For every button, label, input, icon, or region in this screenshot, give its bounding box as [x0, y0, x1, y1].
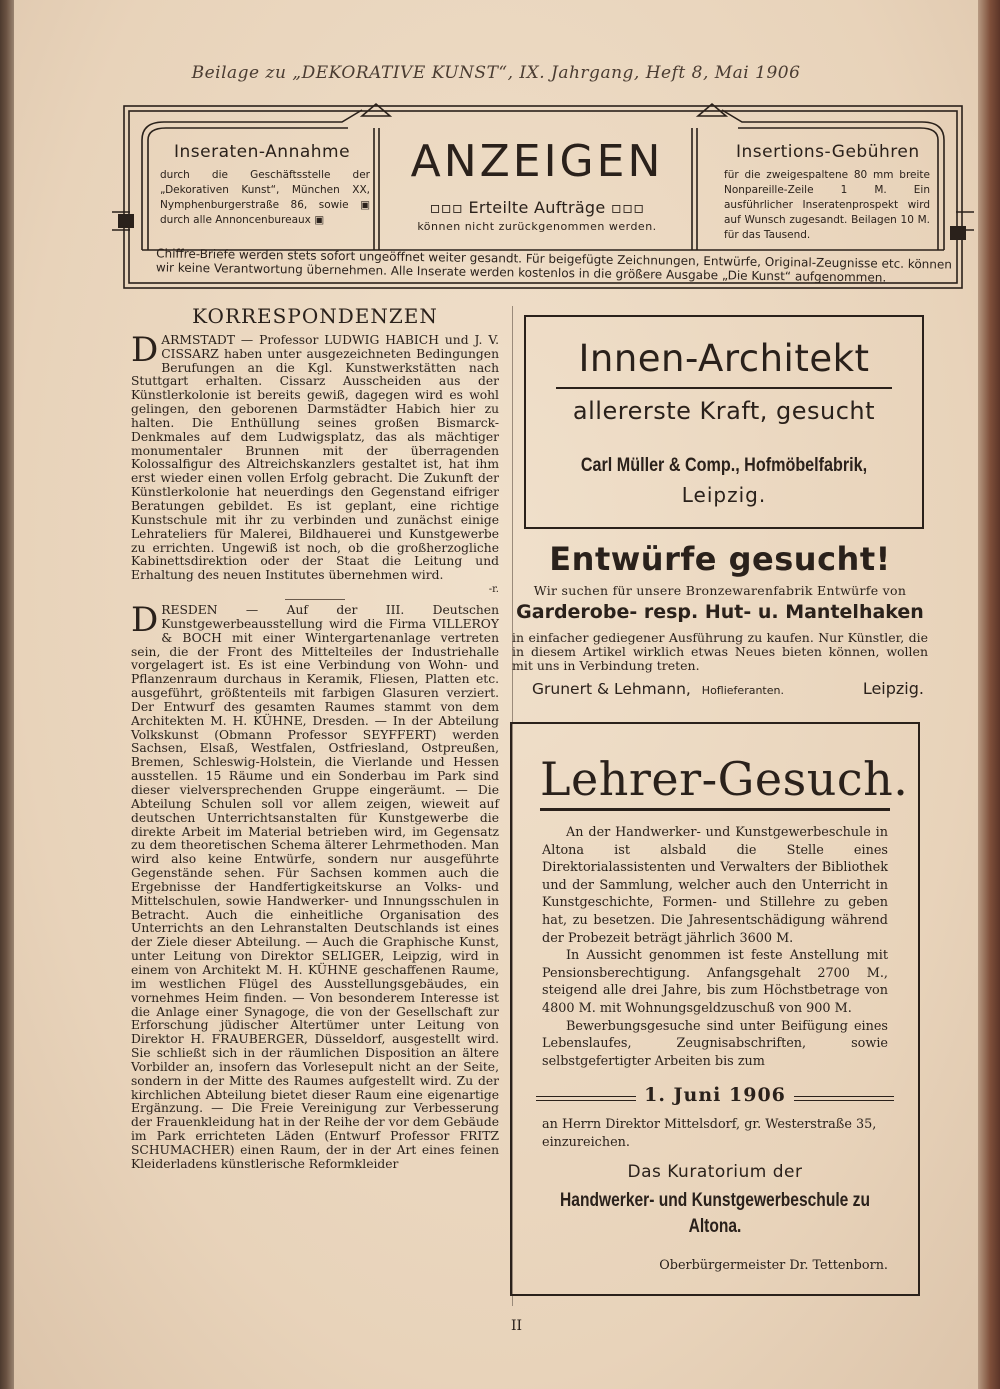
ad-lehrer-p2: In Aussicht genommen ist feste Anstellung mit Pensionsberechtigung. Anfangsgehalt 2700 M., steigend alle drei Jahre, bis zum Höchstbetrage von 4800 M. mit Wohnungsgeldzuschuß von 900 M.: [542, 948, 888, 1016]
ad-innen-architekt: [524, 315, 924, 529]
running-head: Beilage zu „DEKORATIVE KUNST“, IX. Jahrgang, Heft 8, Mai 1906: [191, 63, 801, 83]
page-number: II: [511, 1318, 523, 1334]
ad-entwuerfe-firm: Grunert & Lehmann,: [532, 680, 691, 698]
signature-mark-text: -r.: [488, 584, 499, 596]
ad-lehrer-kuratorium: Das Kuratorium der: [627, 1162, 803, 1182]
signature-mark: [131, 585, 499, 600]
darmstadt-text: ARMSTADT — Professor LUDWIG HABICH und J. V. CISSARZ haben unter ausgezeichneten Bedingungen Berufungen an die Kgl. Kunstwerkstätten nach Stuttgart erhalten. Cissarz Ausscheiden aus der Künstlerkolonie ist bereits gewiß, dagegen wird es wohl gelingen, den geborenen Darmstädter Habich hier zu halten. Die Enthüllung seines großen Bismarck-Denkmales auf dem Ludwigsplatz, das als mächtiger monumentaler Brunnen mit der überragenden Kolossalfigur des Altreichskanzlers gestaltet ist, hat ihm erst wieder einen vollen Erfolg gebracht. Die Zukunft der Künstlerkolonie hat neuerdings den Gegenstand eifriger Beratungen gebildet. Es ist geplant, eine richtige Kunstschule mit ihr zu verbinden und zunächst einige Lehrateliers für Malerei, Bildhauerei und Kunstgewerbe zu errichten. Ungewiß ist noch, ob die großherzogliche Kabinettsdirektion oder der Staat die Leitung und Erhaltung des neuen Institutes übernehmen wird.: [131, 332, 499, 583]
korrespondenzen-title: KORRESPONDENZEN: [192, 304, 438, 328]
ad-entwuerfe-city: Leipzig.: [862, 679, 924, 698]
drop-cap: D: [131, 329, 159, 370]
ad-entwuerfe-firm-small: Hoflieferanten.: [701, 684, 784, 697]
ad-entwuerfe-line3: Garderobe- resp. Hut- u. Mantelhaken: [516, 601, 924, 623]
ad-innen-city: Leipzig.: [681, 483, 767, 507]
ad-lehrer-gesuch: [510, 722, 920, 1296]
dresden-paragraph: [131, 600, 499, 1172]
darmstadt-paragraph: [131, 329, 499, 583]
book-binding: [0, 0, 14, 1389]
section-divider: [285, 599, 345, 600]
ad-lehrer-p3: Bewerbungsgesuche sind unter Beifügung eines Lebenslaufes, Zeugnisabschriften, sowie selbstgefertigter Arbeiten bis zum: [542, 1018, 888, 1069]
ad-innen-rule: [556, 387, 892, 389]
korrespondenzen-column: [131, 304, 499, 1172]
ad-lehrer-address: an Herrn Direktor Mittelsdorf, gr. Westerstraße 35, einzureichen.: [542, 1117, 877, 1150]
auftraege-line: ▫▫▫ Erteilte Aufträge ▫▫▫: [429, 198, 645, 217]
ad-lehrer-rule: [540, 808, 890, 811]
header-left-box: [160, 142, 370, 228]
ad-lehrer-title: Lehrer-Gesuch.: [540, 752, 909, 806]
ad-entwuerfe-line2: Wir suchen für unsere Bronzewarenfabrik Entwürfe von: [533, 583, 907, 598]
ad-innen-firm: Carl Müller & Comp., Hofmöbelfabrik,: [580, 455, 868, 476]
zurueckgenommen-line: können nicht zurückgenommen werden.: [417, 220, 657, 233]
ad-innen-title: Innen-Architekt: [578, 337, 870, 380]
ad-entwuerfe-body: in einfacher gediegener Ausführung zu kaufen. Nur Künstler, die in diesem Artikel wirklich etwas Neues bieten können, wollen mit uns in Verbindung treten.: [512, 630, 928, 673]
ad-entwuerfe: [512, 540, 928, 698]
dresden-text: RESDEN — Auf der III. Deutschen Kunstgewerbeausstellung wird die Firma VILLEROY & BOCH mit einer Wintergartenanlage vertreten sein, die der Front des Mittelteiles der Industriehalle vorgelagert ist. Es ist eine Verbindung von Wohn- und Pflanzenraum durchaus in Keramik, Fliesen, Platten etc. ausgeführt, größtenteils mit farbigen Glasuren verziert. Der Entwurf des gesamten Raumes stammt von dem Architekten M. H. KÜHNE, Dresden. — In der Abteilung Volkskunst (Obmann Professor SEYFFERT) werden Sachsen, Elsaß, Westfalen, Ostfriesland, Ostpreußen, Bremen, Schleswig-Holstein, die Vierlande und Hessen ausstellen. 15 Räume und ein Sonderbau im Park sind dieser vielversprechenden Gruppe eingeräumt. — Die Abteilung Schulen soll vor allem zeigen, wieweit auf deutschen Unterrichtsanstalten für Kunstgewerbe die direkte Arbeit im Material betrieben wird, im Gegensatz zu dem theoretischen Schema älterer Lehrmethoden. Man wird also keine Entwürfe, sondern nur ausgeführte Gegenstände sehen. Für Sachsen kommen auch die Ergebnisse der Handfertigkeitskurse an Volks- und Mittelschulen, sowie Handwerker- und Innungsschulen in Betracht. Auch die einheitliche Organisation des Unterrichts an den Lehranstalten Deutschlands ist eines der Ziele dieser Abteilung. — Auch die Graphische Kunst, unter Leitung von Direktor SELIGER, Leipzig, wird in einem von Architekt M. H. KÜHNE geschaffenen Raume, im westlichen Flügel des Ausstellungsgebäudes, ein vornehmes Heim finden. — Von besonderem Interesse ist die Anlage einer Synagoge, die von der Gesellschaft zur Erforschung jüdischer Altertümer unter Leitung von Direktor H. FRAUBERGER, Düsseldorf, ausgestellt wird. Sie schließt sich in der räumlichen Disposition an ältere Vorbilder an, insofern das Vorlesepult nicht an der Seite, sondern in der Mitte des Raumes aufgestellt wird. Zu der kirchlichen Abteilung bietet dieser Raum eine eigenartige Ergänzung. — Die Freie Vereinigung zur Verbesserung der Frauenkleidung hat in der Reihe der vor dem Gebäude im Park errichteten Läden (Entwurf Professor FRITZ SCHUMACHER) einen Raum, der in der Art eines feinen Kleiderladens künstlerische Reformkleider: [131, 603, 499, 1171]
ad-entwuerfe-signature: [512, 679, 928, 698]
ad-entwuerfe-firm-group: [532, 680, 784, 698]
page-edge: [978, 0, 1000, 1389]
ad-lehrer-signature: Oberbürgermeister Dr. Tettenborn.: [659, 1258, 888, 1273]
anzeigen-title: ANZEIGEN: [410, 136, 664, 187]
anzeigen-header: [112, 100, 974, 290]
insertions-gebuehren-text: für die zweigespaltene 80 mm breite Nonpareille-Zeile 1 M. Ein ausführlicher Inseratenprospekt wird auf Wunsch zugesandt. Beilagen 10 M. für das Tausend.: [724, 169, 930, 241]
inseraten-annahme-text: durch die Geschäftsstelle der „Dekorativen Kunst“, München XX, Nymphenburgerstraße 86, sowie ▣ durch alle Annoncenbureaux ▣: [160, 169, 370, 226]
header-right-box: [724, 142, 930, 243]
ad-entwuerfe-title: Entwürfe gesucht!: [549, 540, 891, 578]
ad-innen-line2: allererste Kraft, gesucht: [572, 397, 876, 425]
header-footnote: Chiffre-Briefe werden stets sofort ungeöffnet weiter gesandt. Für beigefügte Zeichnungen, Entwürfe, Original-Zeugnisse etc. können wir keine Verantwortung übernehmen. Alle Inserate werden kostenlos in die größere Ausgabe „Die Kunst“ aufgenommen.: [155, 246, 953, 285]
ad-lehrer-p1: An der Handwerker- und Kunstgewerbeschule in Altona ist alsbald die Stelle eines Direktorialassistenten und Verwalters der Bibliothek und der Sammlung, welcher auch den Unterricht in Kunstgeschichte, Formen- und Stillehre zu geben hat, zu besetzen. Die Jahresentschädigung während der Probezeit beträgt jährlich 3600 M.: [542, 825, 888, 946]
insertions-gebuehren-title: Insertions-Gebühren: [736, 142, 920, 162]
ad-lehrer-school: Handwerker- und Kunstgewerbeschule zu Altona.: [560, 1190, 870, 1237]
drop-cap: D: [131, 600, 159, 641]
ad-lehrer-body: [542, 824, 888, 1070]
inseraten-annahme-title: Inseraten-Annahme: [174, 142, 351, 162]
ad-lehrer-date: 1. Juni 1906: [644, 1084, 786, 1106]
header-center-box: [388, 138, 686, 233]
